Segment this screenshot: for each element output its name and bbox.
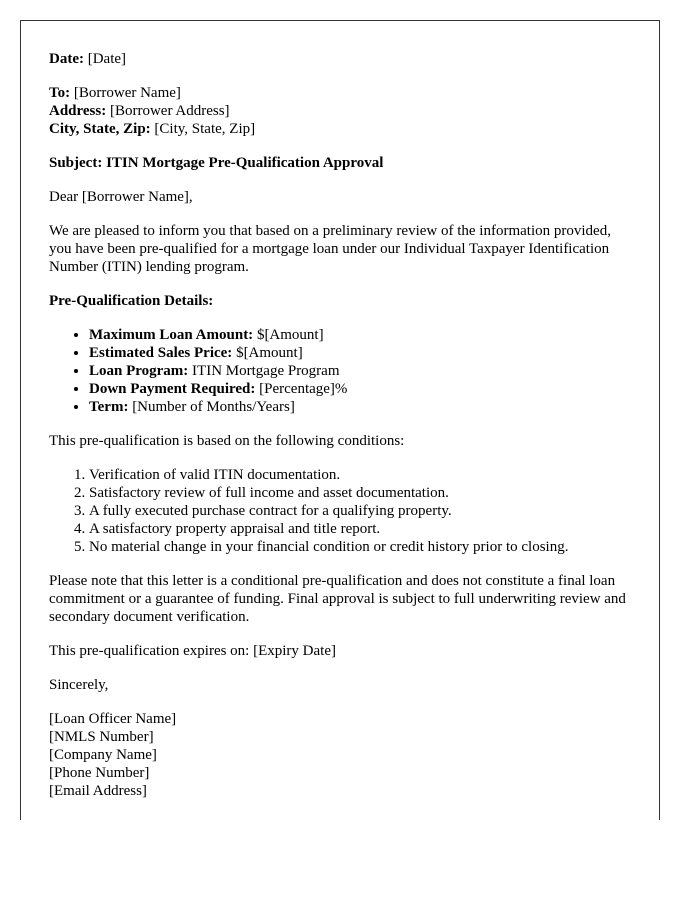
condition-item: 2. Satisfactory review of full income and asset documentation. [89, 484, 631, 502]
phone-number: [Phone Number] [49, 765, 150, 781]
city-value: [City, State, Zip] [154, 121, 256, 137]
condition-item: 4. A satisfactory property appraisal and title report. [89, 520, 631, 538]
closing: Sincerely, [49, 677, 109, 693]
detail-value: [Percentage]% [259, 381, 348, 397]
loan-officer-name: [Loan Officer Name] [49, 711, 177, 727]
detail-item [89, 344, 631, 362]
intro-paragraph: We are pleased to inform you that based on a preliminary review of the information provided, you have been pre-qualified for a mortgage loan under our Individual Taxpayer Identification Number (ITIN) lending program. [49, 223, 611, 275]
detail-label: Term: [89, 399, 129, 415]
letter-page [20, 20, 660, 820]
expiry-line: This pre-qualification expires on: [Expiry Date] [49, 643, 336, 659]
detail-item [89, 398, 631, 416]
salutation: Dear [Borrower Name], [49, 189, 193, 205]
detail-label: Down Payment Required: [89, 381, 256, 397]
subject-line [49, 154, 631, 172]
date-line [49, 50, 631, 68]
detail-label: Estimated Sales Price: [89, 345, 233, 361]
address-value: [Borrower Address] [109, 103, 230, 119]
details-heading [49, 292, 631, 310]
condition-item: 5. No material change in your financial condition or credit history prior to closing. [89, 538, 631, 556]
detail-item [89, 380, 631, 398]
to-value: [Borrower Name] [73, 85, 181, 101]
recipient-block [49, 84, 631, 138]
email-address: [Email Address] [49, 783, 147, 799]
detail-value: $[Amount] [256, 327, 324, 343]
to-label: To: [49, 85, 71, 101]
signature-block [49, 710, 631, 800]
detail-value: [Number of Months/Years] [132, 399, 295, 415]
city-label: City, State, Zip: [49, 121, 151, 137]
note-paragraph: Please note that this letter is a conditional pre-qualification and does not constitute a final loan commitment or a guarantee of funding. Final approval is subject to full underwriting review and secondary document verification. [49, 573, 626, 625]
date-value: [Date] [87, 51, 127, 67]
details-list [49, 326, 631, 416]
date-label: Date: [49, 51, 84, 67]
detail-item [89, 326, 631, 344]
detail-label: Loan Program: [89, 363, 189, 379]
condition-item: 1. Verification of valid ITIN documentation. [89, 466, 631, 484]
company-name: [Company Name] [49, 747, 157, 763]
detail-value: $[Amount] [236, 345, 303, 361]
subject-text: Subject: ITIN Mortgage Pre-Qualification Approval [49, 155, 384, 171]
address-label: Address: [49, 103, 107, 119]
details-heading-text: Pre-Qualification Details: [49, 293, 214, 309]
detail-item [89, 362, 631, 380]
condition-item: 3. A fully executed purchase contract for a qualifying property. [89, 502, 631, 520]
detail-label: Maximum Loan Amount: [89, 327, 254, 343]
conditions-intro: This pre-qualification is based on the following conditions: [49, 433, 405, 449]
conditions-list [49, 466, 631, 556]
nmls-number: [NMLS Number] [49, 729, 154, 745]
detail-value: ITIN Mortgage Program [192, 363, 340, 379]
